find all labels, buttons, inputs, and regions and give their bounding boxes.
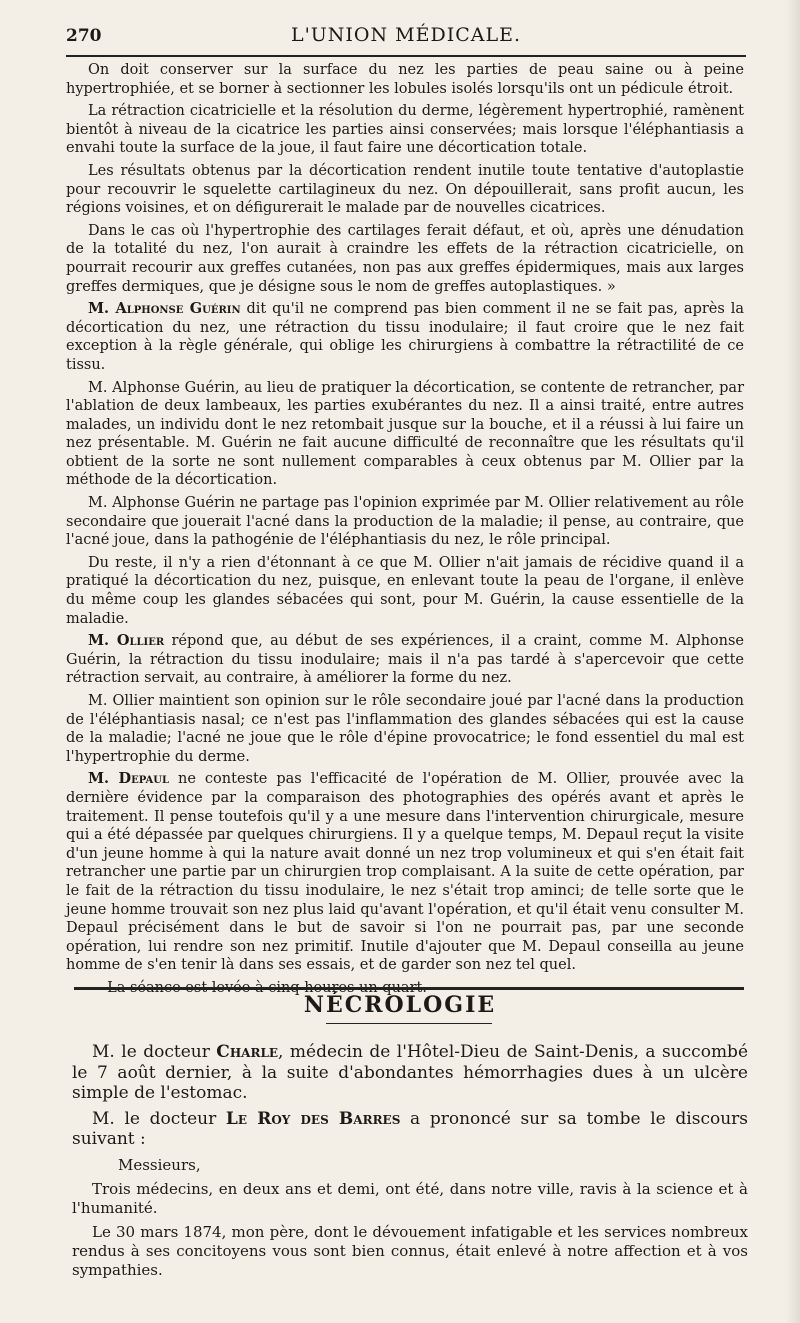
paragraph [66,632,744,688]
paragraph-text: dit qu'il ne comprend pas bien comment il ne se fait pas, après la décortication du nez, une rétraction du tissu inodulaire; il faut croire que le nez fait exception à la règle générale, qui oblige les chirurgiens à combattre la rétractilité de ce tissu. [66,301,744,373]
paragraph: M. Ollier maintient son opinion sur le rôle secondaire joué par l'acné dans la production de l'éléphantiasis nasal; ce n'est pas l'inflammation des glandes sébacées qui est la cause de la maladie; l'acné ne joue que le rôle d'épine provocatrice; le fond essentiel du mal est l'hypertrophie du derme. [66,693,744,765]
paragraph: M. Alphonse Guérin, au lieu de pratiquer la décortication, se contente de retrancher, par l'ablation de deux lambeaux, les parties exubérantes du nez. Il a ainsi traité, entre autres malades, un individu dont le nez retombait jusque sur la bouche, et il a réussi à lui faire un nez présentable. M. Guérin ne fait aucune difficulté de reconnaître que les résultats qu'il obtient de la sorte ne sont nullement comparables à ceux obtenus par M. Ollier par la méthode de la décortication. [66,379,744,489]
paragraph [72,1042,748,1104]
person-name: Le Roy des Barres [225,1108,401,1129]
salutation: Messieurs, [118,1155,201,1174]
session-report-text [66,61,744,1002]
page-edge-shadow [786,0,800,1323]
paragraph: Du reste, il n'y a rien d'étonnant à ce que M. Ollier n'ait jamais de récidive quand il a pratiqué la décortication du nez, puisque, en enlevant toute la peau de l'organe, il enlève du même coup les glandes sébacées qui sont, pour M. Guérin, la cause essentielle de la maladie. [66,554,744,627]
paragraph: M. Alphonse Guérin ne partage pas l'opinion exprimée par M. Ollier relativement au rôle secondaire que jouerait l'acné dans la production de la maladie; il pense, au contraire, que l'acné joue, dans la pathogénie de l'éléphantiasis du nez, le rôle principal. [66,495,744,549]
section-divider [74,987,744,990]
paragraph: Dans le cas où l'hypertrophie des cartilages ferait défaut, et où, après une dénudation de la totalité du nez, l'on aurait à craindre les effets de la rétraction cicatricielle, on pourrait recourir aux greffes cutanées, non pas aux greffes épidermiques, mais aux larges greffes dermiques, que je désigne sous le nom de greffes autoplastiques. » [66,222,744,295]
necrology-text [72,1042,748,1285]
page-number: 270 [66,26,102,46]
paragraph: Le 30 mars 1874, mon père, dont le dévouement infatigable et les services nombreux rendus à ses concitoyens vous sont bien connus, était enlevé à notre affection et à vos sympathies. [72,1223,748,1279]
paragraph-text: a prononcé sur sa tombe le discours suivant : [72,1108,749,1149]
header-rule [66,55,746,57]
paragraph-text: répond que, au début de ses expériences, il a craint, comme M. Alphonse Guérin, la rétraction du tissu inodulaire; mais il n'a pas tardé à s'apercevoir que cette rétraction servait, au contraire, à améliorer la forme du nez. [66,633,745,687]
paragraph [66,300,744,374]
paragraph [66,770,744,975]
section-title-underline [326,1023,492,1024]
paragraph-text: , médecin de l'Hôtel-Dieu de Saint-Denis, a succombé le 7 août dernier, à la suite d'abondantes hémorrhagies dues à un ulcère simple de l'estomac. [72,1042,749,1103]
journal-title: L'UNION MÉDICALE. [290,24,522,46]
section-title: NÉCROLOGIE [303,992,497,1018]
speaker-name: M. Ollier [88,632,165,650]
paragraph-text: M. le docteur [92,1042,217,1062]
person-name: Charle [216,1042,279,1062]
paragraph-text: M. le docteur [92,1108,226,1129]
paragraph: On doit conserver sur la surface du nez les parties de peau saine ou à peine hypertrophiée, et se borner à sectionner les lobules isolés lorsqu'ils ont un pédicule étroit. [66,62,744,97]
paragraph: La rétraction cicatricielle et la résolution du derme, légèrement hypertrophié, ramènent bientôt à niveau de la cicatrice les parties ainsi conservées; mais lorsque l'éléphantiasis a envahi toute la surface de la joue, il faut faire une décortication totale. [66,103,744,157]
speaker-name: M. Depaul [88,770,170,788]
paragraph-text: ne conteste pas l'efficacité de l'opération de M. Ollier, prouvée avec la dernière évidence par la comparaison des photographies des opérés avant et après le traitement. Il pense toutefois qu'il y a une mesure dans l'intervention chirurgicale, mesure qui a été dépassée par quelques chirurgiens. Il y a quelque temps, M. Depaul reçut la visite d'un jeune homme à qui la nature avait donné un nez trop volumineux et qui s'en était fait retrancher une partie par un chirurgien trop complaisant. A la suite de cette opération, par le fait de la rétraction du tissu inodulaire, le nez s'était trop aminci; de telle sorte que le jeune homme trouvait son nez plus laid qu'avant l'opération, et qu'il était venu consulter M. Depaul précisément dans le but de savoir si l'on ne pourrait pas, par une seconde opération, lui rendre son nez primitif. Inutile d'ajouter que M. Depaul conseilla au jeune homme de s'en tenir là dans ses essais, et de garder son nez tel quel. [66,771,744,974]
paragraph: Les résultats obtenus par la décortication rendent inutile toute tentative d'autoplastie pour recouvrir le squelette cartilagineux du nez. On dépouillerait, sans profit aucun, les régions voisines, et on défigurerait le malade par de nouvelles cicatrices. [66,162,744,217]
paragraph: Trois médecins, en deux ans et demi, ont été, dans notre ville, ravis à la science et à l'humanité. [72,1180,748,1217]
page-header [66,18,746,48]
paragraph [72,1109,748,1150]
speaker-name: M. Alphonse Guérin [88,300,241,318]
